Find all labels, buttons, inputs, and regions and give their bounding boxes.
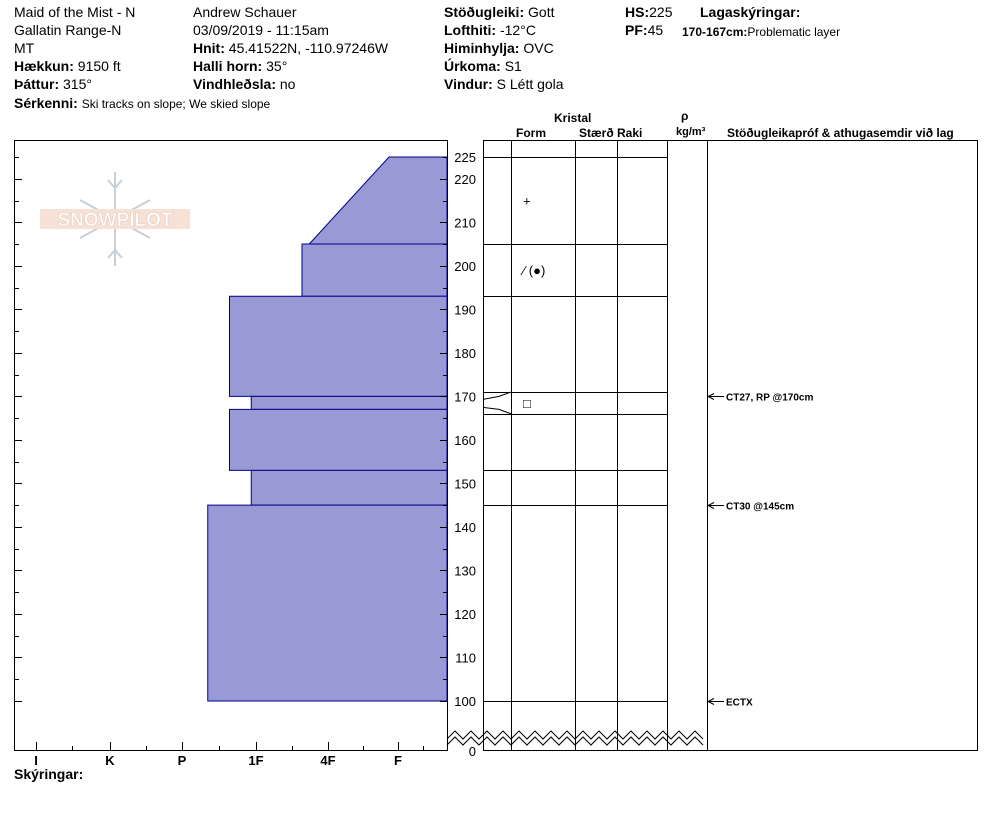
aspect: Þáttur: 315° xyxy=(14,76,92,92)
legend-entry: 170-167cm:Problematic layer xyxy=(682,25,841,39)
x-tick-label: 4F xyxy=(320,753,336,768)
snowpilot-logo xyxy=(40,172,190,266)
precipitation: Úrkoma: S1 xyxy=(444,58,522,74)
test-label: CT27, RP @170cm xyxy=(726,392,814,404)
x-tick-label: P xyxy=(177,753,187,768)
layer-leader xyxy=(483,392,511,399)
x-tick-label: F xyxy=(394,753,402,768)
y-tick-label: 130 xyxy=(454,563,476,579)
grain-form-symbol: + xyxy=(523,193,531,209)
moisture-header: Raki xyxy=(617,126,643,140)
density-symbol: ρ xyxy=(681,109,689,123)
x-tick-label: I xyxy=(34,753,38,768)
location-name: Maid of the Mist - N xyxy=(14,4,136,20)
y-tick-label: 225 xyxy=(454,150,476,165)
y-tick-label: 220 xyxy=(454,171,476,187)
layer-leader xyxy=(483,407,511,413)
comments-header: Stöðugleikapróf & athugasemdir við lag xyxy=(727,126,954,140)
hardness-bar xyxy=(251,470,447,505)
test-label: CT30 @145cm xyxy=(726,501,795,513)
y-tick-label: 190 xyxy=(454,302,476,318)
layer-table xyxy=(447,140,708,750)
grain-form-symbol: ⁄ (●) xyxy=(523,263,546,279)
y-tick-label: 200 xyxy=(454,258,476,274)
y-tick-label: 100 xyxy=(454,694,476,709)
y-tick-label: 170 xyxy=(454,389,476,405)
y-tick-label: 210 xyxy=(454,215,476,231)
grain-form-symbol: □ xyxy=(523,395,531,411)
foot-penetration: PF:45 xyxy=(625,22,664,38)
x-tick-label: 1F xyxy=(248,753,264,768)
y-tick-label: 0 xyxy=(468,744,476,759)
slope-angle: Halli horn: 35° xyxy=(193,58,288,74)
y-tick-label: 120 xyxy=(454,606,476,622)
hardness-bar xyxy=(230,296,448,396)
hardness-bar xyxy=(302,244,447,296)
x-tick-label: K xyxy=(105,753,115,768)
hardness-bar xyxy=(208,505,447,701)
snow-height: HS:225 xyxy=(625,4,673,20)
hardness-layers xyxy=(208,157,447,701)
crystal-header: Kristal xyxy=(554,111,592,125)
y-tick-label: 140 xyxy=(454,519,476,535)
test-label: ECTX xyxy=(726,697,753,709)
features: Sérkenni: Ski tracks on slope; We skied slope xyxy=(14,95,271,111)
datetime: 03/09/2019 - 11:15am xyxy=(193,22,329,38)
svg-text:SNOWPILOT: SNOWPILOT xyxy=(57,210,173,231)
air-temp: Lofthiti: -12°C xyxy=(444,22,536,38)
state-name: MT xyxy=(14,40,35,56)
stability: Stöðugleiki: Gott xyxy=(444,4,555,20)
form-header: Form xyxy=(516,126,546,140)
legend-title: Lagaskýringar: xyxy=(700,4,801,20)
footer-label: Skýringar: xyxy=(14,766,84,782)
y-tick-label: 110 xyxy=(455,650,476,666)
density-unit: kg/m³ xyxy=(676,126,706,138)
observer: Andrew Schauer xyxy=(193,4,297,20)
grain-form-marks xyxy=(520,194,545,411)
y-tick-label: 160 xyxy=(454,432,476,448)
elevation: Hækkun: 9150 ft xyxy=(14,58,121,74)
hardness-bar xyxy=(309,157,447,244)
stability-tests xyxy=(708,393,813,709)
hardness-bar xyxy=(251,396,447,409)
y-tick-label: 180 xyxy=(454,345,476,361)
hardness-axis xyxy=(34,742,423,768)
coordinates: Hnit: 45.41522N, -110.97246W xyxy=(193,40,389,56)
wind-loading: Vindhleðsla: no xyxy=(193,76,296,92)
hardness-bar xyxy=(230,409,448,470)
sky-cover: Himinhylja: OVC xyxy=(444,40,554,56)
layer-table-frame xyxy=(484,141,978,751)
size-header: Stærð xyxy=(579,126,614,140)
wind: Vindur: S Létt gola xyxy=(444,76,564,92)
y-tick-label: 150 xyxy=(454,476,476,492)
range-name: Gallatin Range-N xyxy=(14,22,122,38)
